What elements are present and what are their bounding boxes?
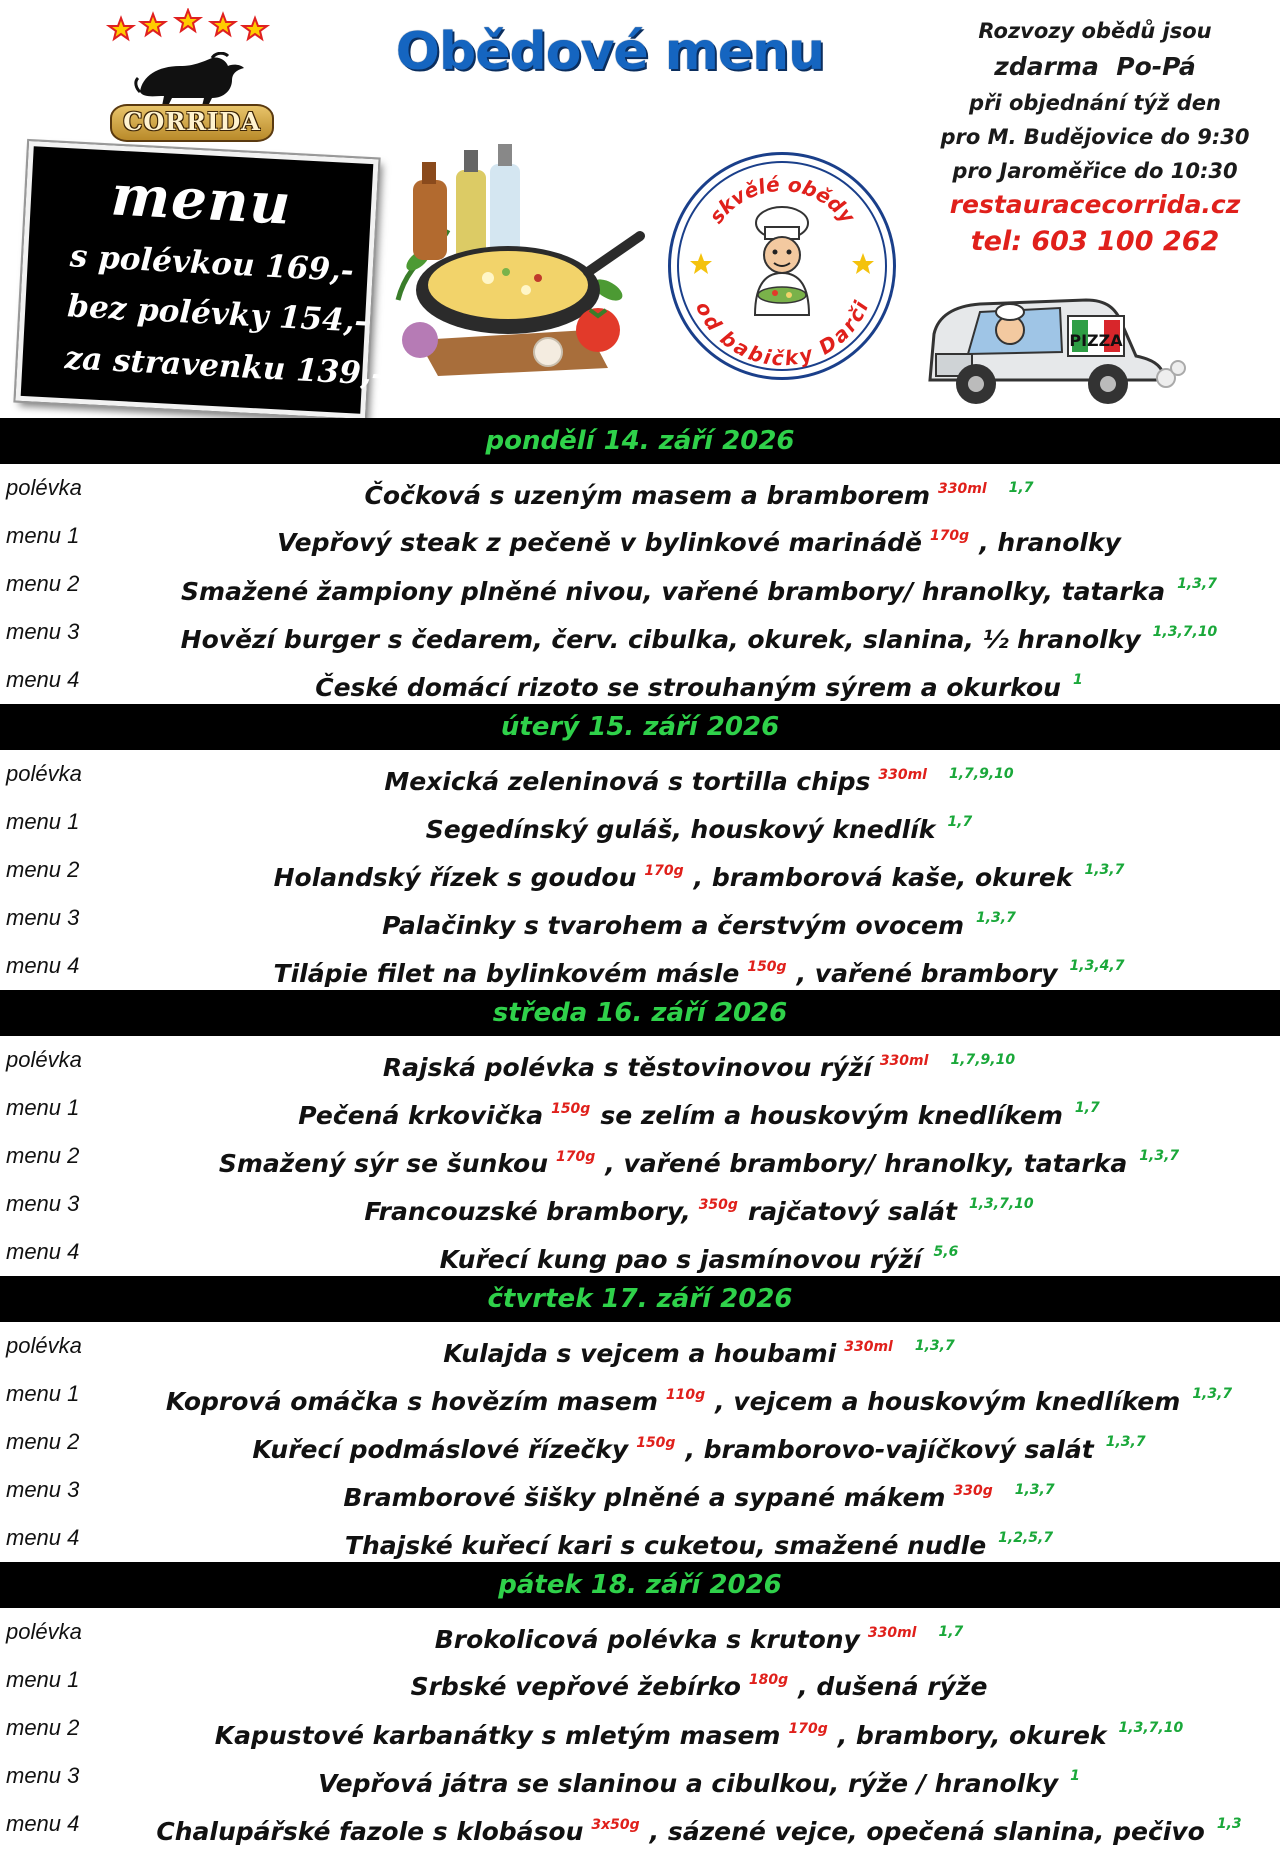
dish-text: Holandský řízek s goudou (273, 863, 637, 892)
allergen-codes: 1,3,7 (1105, 1434, 1146, 1450)
dish-text: Smažený sýr se šunkou (218, 1149, 549, 1178)
chalkboard-title: menu (109, 162, 293, 238)
course-label: polévka (6, 1619, 82, 1644)
course-label: menu 4 (6, 1811, 80, 1836)
dish-text: Chalupářské fazole s klobásou (156, 1817, 584, 1846)
allergen-codes: 1 (1072, 672, 1083, 688)
allergen-codes: 1,7 (1074, 1100, 1100, 1116)
menu-row (0, 1322, 1280, 1370)
website-link[interactable]: restauracecorrida.cz (949, 190, 1241, 219)
allergen-codes: 1,7 (1008, 480, 1034, 496)
dish-text: Brokolicová polévka s krutony (434, 1625, 860, 1654)
dish-text: Pečená krkovička (298, 1101, 544, 1130)
allergen-codes: 1,7,9,10 (950, 1052, 1016, 1068)
portion-weight: 3x50g (591, 1817, 640, 1833)
dish-text: Vepřová játra se slaninou a cibulkou, rýže / hranolky (318, 1769, 1059, 1798)
menu-row (0, 656, 1280, 704)
course-label: menu 1 (6, 809, 80, 834)
food-pan-illustration (378, 140, 648, 380)
menu-row (0, 1608, 1280, 1656)
allergen-codes: 1 (1070, 1768, 1080, 1784)
menu-row (0, 942, 1280, 990)
course-label: menu 2 (6, 1715, 80, 1740)
allergen-codes: 1,3,4,7 (1069, 958, 1125, 974)
dish-text: Vepřový steak z pečeně v bylinkové marinádě (277, 528, 922, 557)
price-without-soup: bez polévky 154,- (66, 288, 369, 340)
weekly-menu (0, 418, 1280, 1848)
allergen-codes: 1,3,7 (1014, 1482, 1055, 1498)
course-label: polévka (6, 761, 82, 786)
five-stars-icon (104, 8, 274, 48)
menu-row (0, 464, 1280, 512)
dish-text: Čočková s uzeným masem a bramborem (364, 481, 931, 510)
portion-weight: 170g (644, 863, 684, 879)
menu-row (0, 1036, 1280, 1084)
bull-icon (132, 52, 252, 108)
course-label: menu 4 (6, 1239, 80, 1264)
portion-weight: 180g (748, 1672, 789, 1688)
dish-text: , sázené vejce, opečená slanina, pečivo (649, 1817, 1205, 1846)
dish-text: , vejcem a houskovým knedlíkem (715, 1387, 1181, 1416)
menu-row (0, 798, 1280, 846)
allergen-codes: 1,3,7 (914, 1338, 955, 1354)
course-label: menu 1 (6, 1381, 80, 1406)
dish-line (130, 656, 1268, 712)
portion-weight: 170g (929, 528, 970, 544)
grandma-meals-stamp (668, 152, 896, 380)
portion-weight: 170g (556, 1149, 596, 1165)
price-with-soup: s polévkou 169,- (69, 238, 355, 290)
course-label: menu 2 (6, 1143, 80, 1168)
dish-text: Mexická zeleninová s tortilla chips (384, 767, 871, 796)
dish-line (130, 1656, 1268, 1711)
allergen-codes: 1,7 (947, 814, 973, 830)
portion-weight: 330ml (879, 1053, 929, 1069)
menu-row (0, 1466, 1280, 1514)
delivery-line-2 (920, 48, 1270, 86)
menu-row (0, 1418, 1280, 1466)
dish-line (130, 942, 1268, 998)
menu-row (0, 1704, 1280, 1752)
course-label: menu 4 (6, 1525, 80, 1550)
delivery-line-3: při objednání týž den (969, 91, 1221, 115)
course-label: menu 2 (6, 571, 80, 596)
menu-row (0, 1132, 1280, 1180)
course-label: polévka (6, 1333, 82, 1358)
dish-text: Kuřecí podmáslové řízečky (252, 1435, 629, 1464)
menu-row (0, 608, 1280, 656)
day-header: pátek 18. září 2026 (0, 1562, 1280, 1608)
allergen-codes: 1,3,7 (1084, 862, 1125, 878)
allergen-codes: 1,3,7,10 (1152, 624, 1218, 640)
dish-line (130, 1228, 1268, 1284)
portion-weight: 330ml (938, 481, 987, 497)
allergen-codes: 5,6 (933, 1244, 959, 1260)
dish-text: Kapustové karbanátky s mletým masem (214, 1721, 781, 1750)
day-header: čtvrtek 17. září 2026 (0, 1276, 1280, 1322)
delivery-line-4: pro M. Budějovice do 9:30 (940, 125, 1250, 149)
price-chalkboard (15, 141, 386, 419)
portion-weight: 150g (636, 1435, 676, 1451)
course-label: polévka (6, 475, 82, 500)
portion-weight: 330g (953, 1483, 993, 1499)
dish-text: Rajská polévka s těstovinovou rýží (382, 1053, 872, 1082)
portion-weight: 110g (665, 1387, 706, 1403)
price-meal-voucher: za stravenku 139,- (63, 340, 386, 393)
portion-weight: 150g (747, 959, 787, 975)
dish-text: Smažené žampiony plněné nivou, vařené brambory/ hranolky, tatarka (181, 577, 1166, 606)
dish-text: Hovězí burger s čedarem, červ. cibulka, okurek, slanina, ½ hranolky (180, 625, 1141, 654)
menu-row (0, 1228, 1280, 1276)
allergen-codes: 1,7 (938, 1624, 964, 1640)
dish-text: , bramborová kaše, okurek (693, 863, 1073, 892)
course-label: menu 1 (6, 1095, 80, 1120)
menu-row (0, 512, 1280, 560)
van-label: PIZZA (1069, 331, 1123, 350)
course-label: menu 2 (6, 857, 80, 882)
dish-text: se zelím a houskovým knedlíkem (600, 1101, 1063, 1130)
dish-text: , hranolky (979, 528, 1121, 557)
dish-text: rajčatový salát (747, 1197, 957, 1226)
course-label: menu 3 (6, 619, 80, 644)
allergen-codes: 1,3,7 (1139, 1148, 1180, 1164)
stamp-bottom-text: od babičky Darči (691, 297, 874, 371)
phone-number[interactable]: tel: 603 100 262 (970, 226, 1220, 257)
delivery-days: Po-Pá (1116, 52, 1196, 81)
menu-row (0, 894, 1280, 942)
dish-text: Bramborové šišky plněné a sypané mákem (343, 1483, 946, 1512)
menu-row (0, 1514, 1280, 1562)
menu-row (0, 1800, 1280, 1848)
allergen-codes: 1,3,7,10 (968, 1196, 1034, 1212)
dish-text: , bramborovo-vajíčkový salát (685, 1435, 1094, 1464)
course-label: menu 1 (6, 523, 80, 548)
header (0, 0, 1280, 418)
allergen-codes: 1,3,7,10 (1118, 1720, 1184, 1736)
course-label: menu 2 (6, 1429, 80, 1454)
allergen-codes: 1,3 (1216, 1816, 1242, 1832)
course-label: menu 4 (6, 953, 80, 978)
menu-row (0, 560, 1280, 608)
menu-row (0, 1752, 1280, 1800)
day-header: pondělí 14. září 2026 (0, 418, 1280, 464)
course-label: menu 4 (6, 667, 80, 692)
portion-weight: 350g (698, 1197, 738, 1213)
dish-text: Kulajda s vejcem a houbami (443, 1339, 837, 1368)
chef-icon (755, 207, 809, 315)
page-title: Obědové menu (395, 22, 825, 82)
dish-text: České domácí rizoto se strouhaným sýrem a okurkou (315, 673, 1061, 702)
dish-text: Francouzské brambory, (364, 1197, 691, 1226)
dish-text: Srbské vepřové žebírko (410, 1672, 741, 1701)
menu-row (0, 1180, 1280, 1228)
delivery-line-5: pro Jaroměřice do 10:30 (952, 159, 1238, 183)
dish-text: , vařené brambory (796, 959, 1058, 988)
dish-text: Tilápie filet na bylinkovém másle (273, 959, 740, 988)
portion-weight: 330ml (867, 1625, 917, 1641)
dish-text: Koprová omáčka s hovězím masem (165, 1387, 658, 1416)
delivery-van-icon (910, 268, 1188, 418)
allergen-codes: 1,7,9,10 (948, 766, 1014, 782)
delivery-line-1: Rozvozy obědů jsou (978, 19, 1212, 43)
course-label: menu 3 (6, 1191, 80, 1216)
portion-weight: 150g (551, 1101, 591, 1117)
menu-row (0, 1370, 1280, 1418)
allergen-codes: 1,3,7 (976, 910, 1016, 926)
menu-row (0, 1084, 1280, 1132)
menu-row (0, 846, 1280, 894)
allergen-codes: 1,3,7 (1177, 576, 1217, 592)
day-header: středa 16. září 2026 (0, 990, 1280, 1036)
dish-text: , dušená rýže (798, 1672, 988, 1701)
portion-weight: 330ml (878, 767, 927, 783)
dish-line (130, 1514, 1268, 1570)
course-label: menu 3 (6, 1477, 80, 1502)
menu-row (0, 1656, 1280, 1704)
delivery-info (920, 14, 1270, 262)
corrida-logo (96, 8, 286, 138)
dish-text: Segedínský guláš, houskový knedlík (425, 815, 936, 844)
dish-text: , brambory, okurek (837, 1721, 1107, 1750)
course-label: menu 3 (6, 905, 80, 930)
dish-text: Kuřecí kung pao s jasmínovou rýží (439, 1245, 922, 1274)
dish-text: Palačinky s tvarohem a čerstvým ovocem (382, 911, 964, 940)
allergen-codes: 1,3,7 (1192, 1386, 1233, 1402)
day-header: úterý 15. září 2026 (0, 704, 1280, 750)
dish-text: , vařené brambory/ hranolky, tatarka (605, 1149, 1128, 1178)
menu-row (0, 750, 1280, 798)
portion-weight: 330ml (844, 1339, 893, 1355)
portion-weight: 170g (788, 1721, 828, 1737)
dish-line (130, 1800, 1268, 1856)
delivery-free: zdarma (994, 52, 1099, 81)
course-label: menu 1 (6, 1667, 80, 1692)
stamp-top-text: skvělé obědy (704, 171, 860, 228)
course-label: polévka (6, 1047, 82, 1072)
dish-line (130, 512, 1268, 567)
allergen-codes: 1,2,5,7 (998, 1530, 1054, 1546)
course-label: menu 3 (6, 1763, 80, 1788)
logo-wordmark: CORRIDA (110, 104, 274, 142)
dish-text: Thajské kuřecí kari s cuketou, smažené nudle (344, 1531, 987, 1560)
